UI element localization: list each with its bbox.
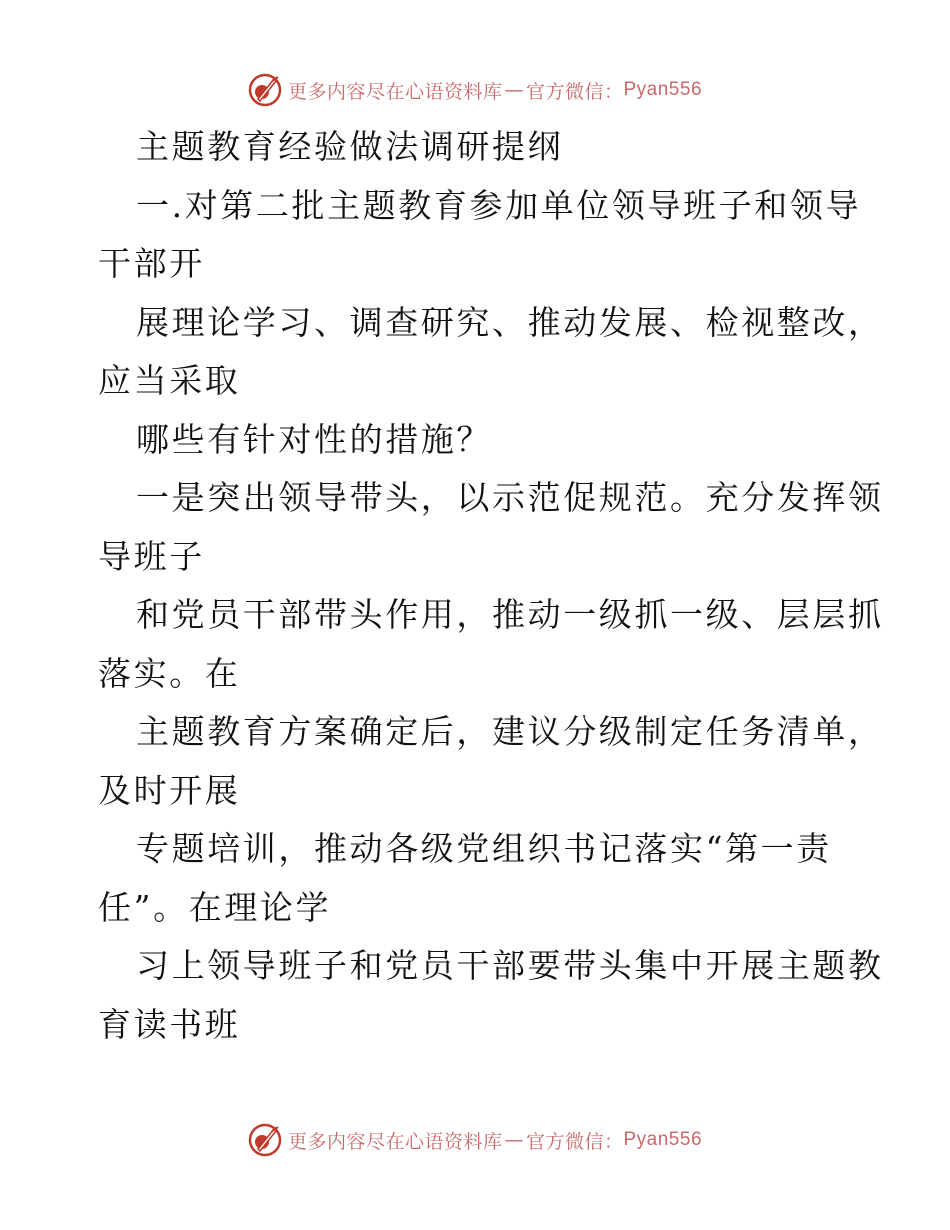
document-line: 和党员干部带头作用，推动一级抓一级、层层抓 bbox=[136, 595, 884, 634]
watermark-text: 更多内容尽在心语资料库 bbox=[287, 80, 503, 103]
document-line: 一是突出领导带头，以示范促规范。充分发挥领 bbox=[136, 478, 884, 517]
document-line: 专题培训，推动各级党组织书记落实“第一责 bbox=[136, 829, 832, 868]
document-line: 一.对第二批主题教育参加单位领导班子和领导 bbox=[136, 185, 862, 225]
document-body bbox=[98, 118, 884, 1054]
document-line: 干部开 bbox=[98, 244, 205, 283]
watermark-text: 更多内容尽在心语资料库 bbox=[287, 1130, 503, 1153]
quill-logo-icon bbox=[248, 1123, 282, 1157]
document-line: 哪些有针对性的措施？ bbox=[136, 419, 492, 459]
watermark-wechat-id: Pyan556 bbox=[623, 1129, 703, 1150]
document-line: 育读书班 bbox=[98, 1004, 241, 1044]
document-line: 落实。在 bbox=[98, 653, 241, 693]
watermark-label: 官方微信： bbox=[525, 1130, 624, 1153]
document-line: 应当采取 bbox=[98, 361, 241, 400]
watermark-separator: — bbox=[504, 1129, 524, 1151]
watermark-footer bbox=[0, 1120, 950, 1160]
watermark-label: 官方微信： bbox=[525, 80, 624, 103]
document-line: 主题教育方案确定后，建议分级制定任务清单， bbox=[136, 712, 884, 751]
document-line: 及时开展 bbox=[98, 770, 241, 810]
watermark-separator: — bbox=[504, 79, 524, 101]
document-line: 导班子 bbox=[98, 536, 205, 576]
watermark-header bbox=[0, 70, 950, 110]
document-line: 主题教育经验做法调研提纲 bbox=[136, 127, 564, 166]
document-line: 习上领导班子和党员干部要带头集中开展主题教 bbox=[136, 946, 884, 985]
quill-logo-icon bbox=[248, 73, 282, 107]
document-line: 展理论学习、调查研究、推动发展、检视整改， bbox=[136, 302, 884, 342]
watermark-wechat-id: Pyan556 bbox=[623, 79, 703, 100]
document-line: 任”。在理论学 bbox=[98, 887, 332, 927]
